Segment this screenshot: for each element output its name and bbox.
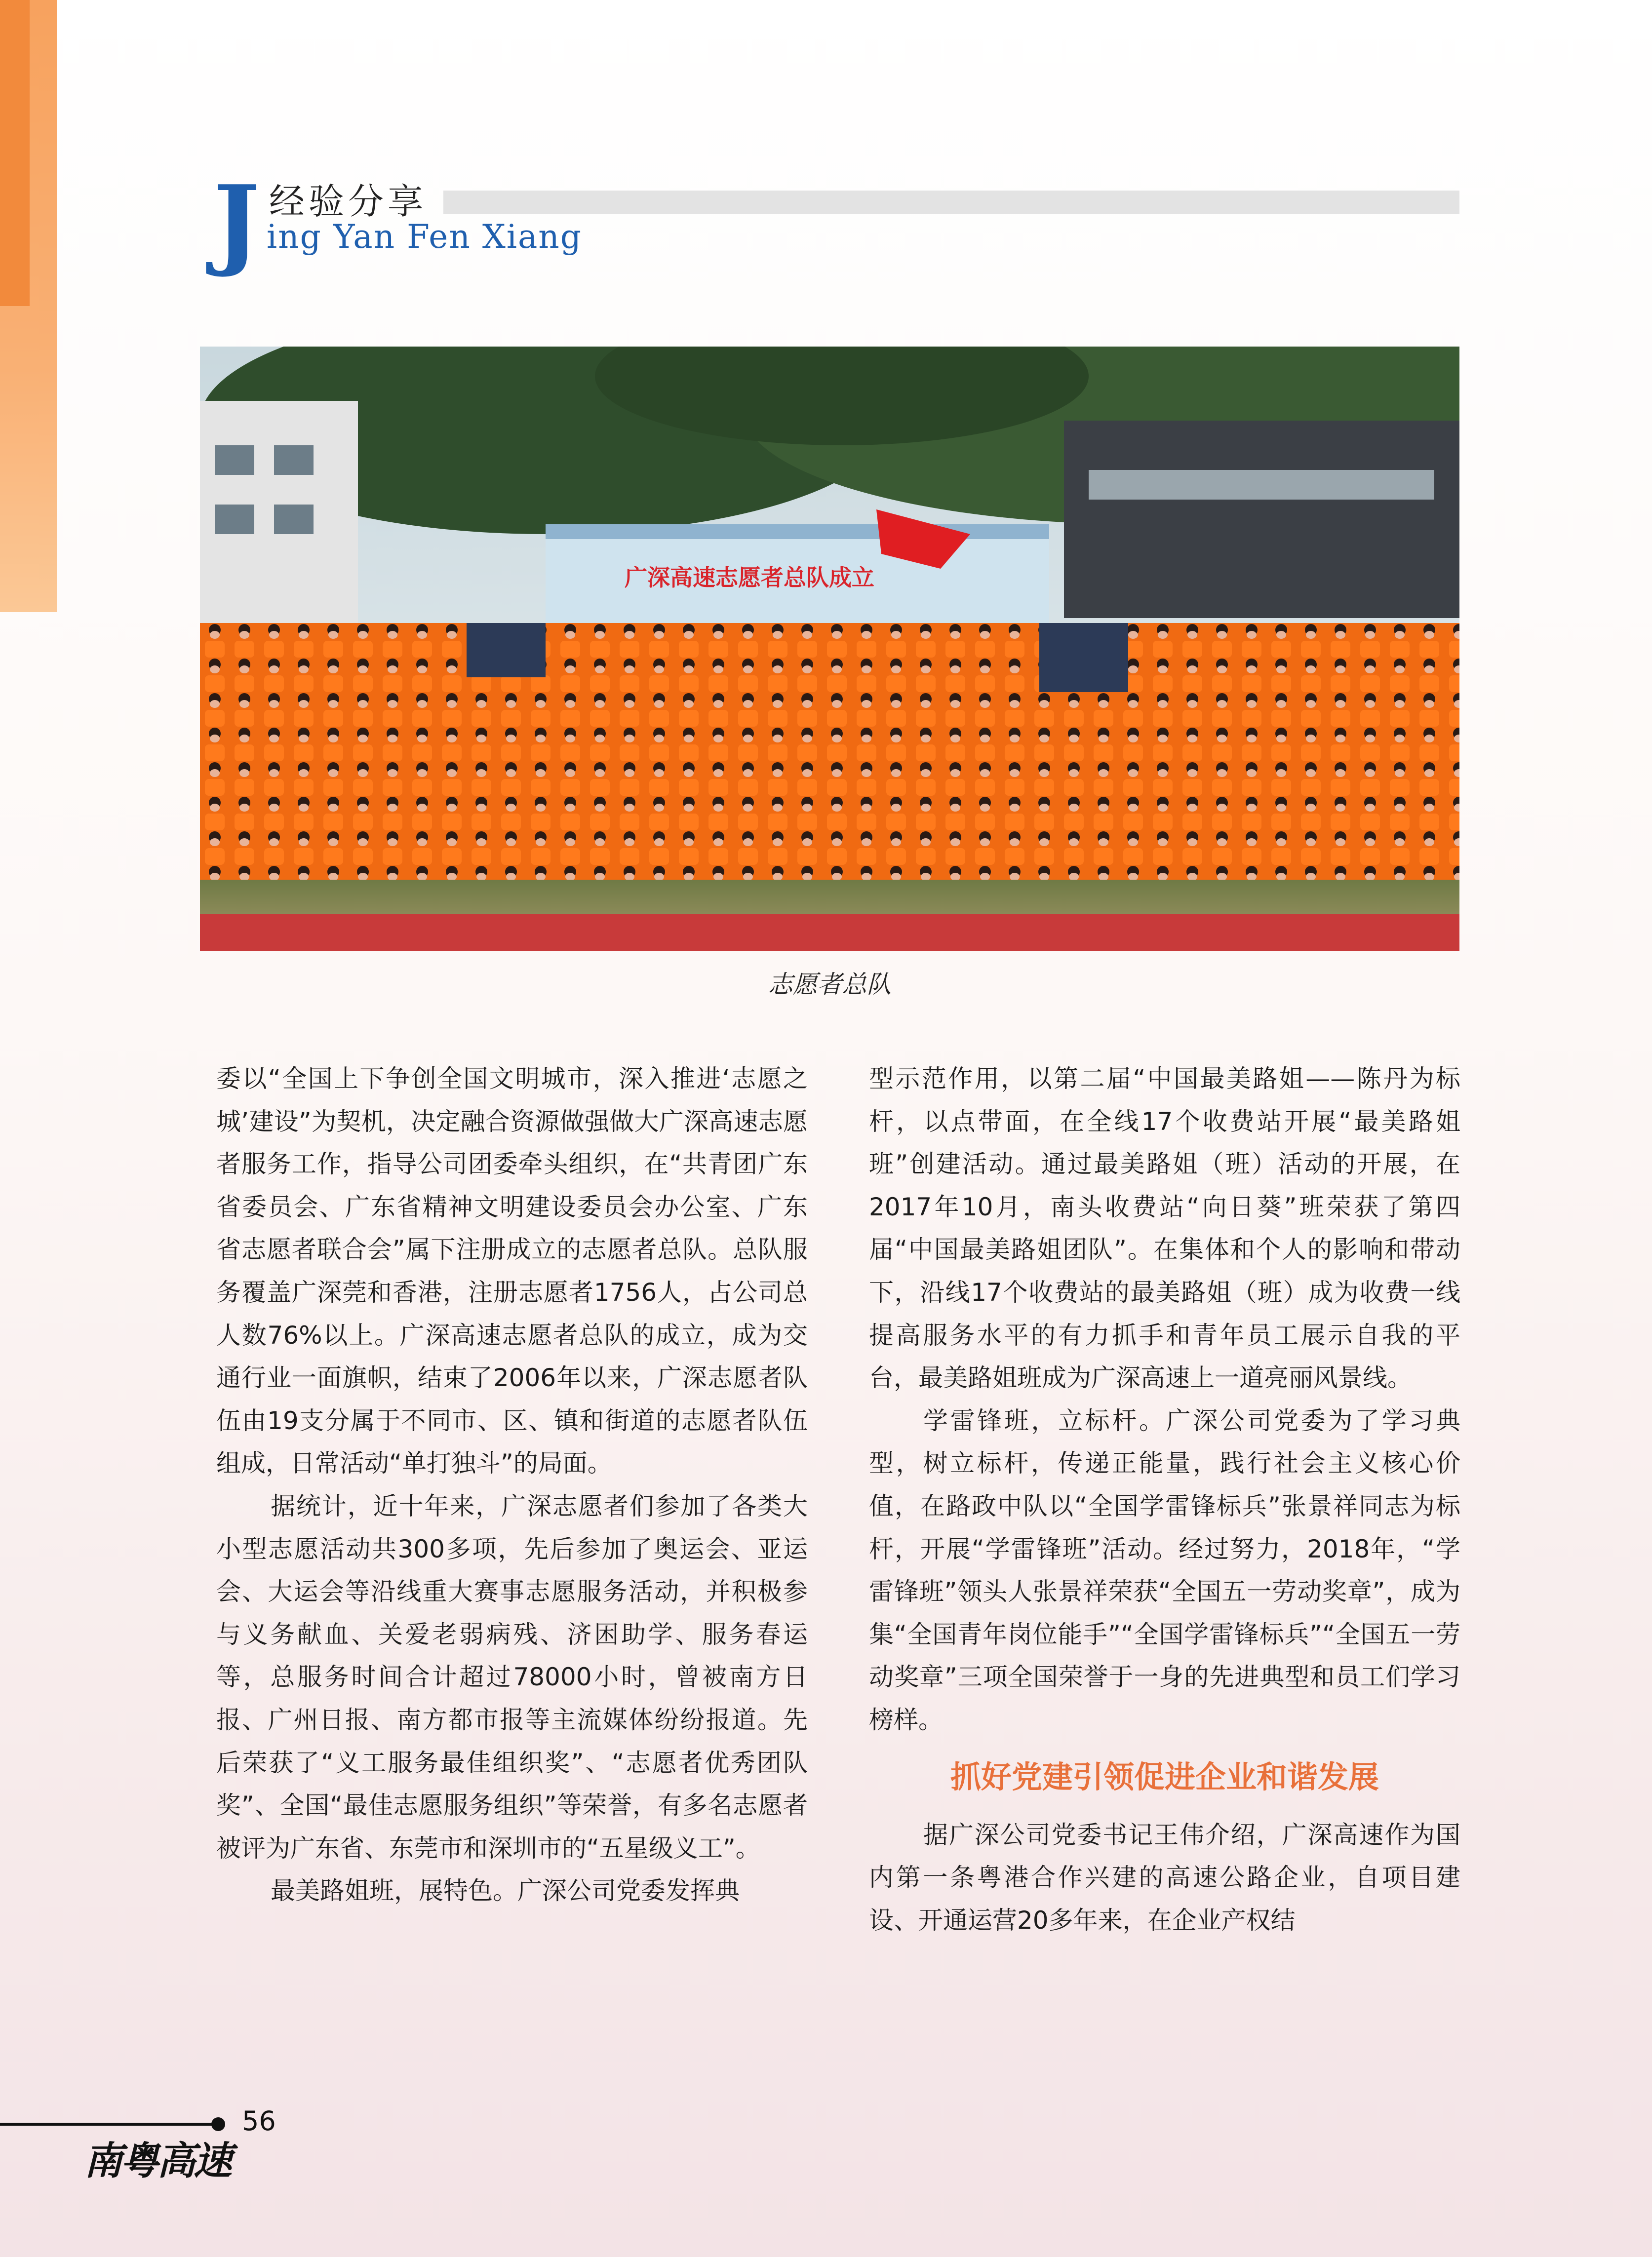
- corner-accent: [0, 0, 30, 306]
- section-title: 经验分享: [269, 181, 428, 222]
- group-photo-illustration: [200, 347, 1459, 951]
- paragraph: 委以“全国上下争创全国文明城市，深入推进‘志愿之城’建设”为契机，决定融合资源做强做大广深高速志愿者服务工作，指导公司团委牵头组织，在“共青团广东省委员会、广东省精神文明建设委员会办公室、广东省志愿者联合会”属下注册成立的志愿者总队。总队服务覆盖广深莞和香港，注册志愿者1756人，占公司总人数76%以上。广深高速志愿者总队的成立，成为交通行业一面旗帜，结束了2006年以来，广深志愿者队伍由19支分属于不同市、区、镇和街道的志愿者队伍组成，日常活动“单打独斗”的局面。: [216, 1064, 808, 1478]
- footer-rule: [0, 2123, 217, 2126]
- article-left-column: [216, 1057, 808, 1912]
- paragraph: 最美路姐班，展特色。广深公司党委发挥典: [271, 1876, 740, 1906]
- page-number: 56: [242, 2105, 276, 2137]
- paragraph: 据统计，近十年来，广深志愿者们参加了各类大小型志愿活动共300多项，先后参加了奥运会、亚运会、大运会等沿线重大赛事志愿服务活动，并积极参与义务献血、关爱老弱病残、济困助学、服务春运等，总服务时间合计超过78000小时，曾被南方日报、广州日报、南方都市报等主流媒体纷纷报道。先后荣获了“义工服务最佳组织奖”、“志愿者优秀团队奖”、全国“最佳志愿服务组织”等荣誉，有多名志愿者被评为广东省、东莞市和深圳市的“五星级义工”。: [216, 1491, 808, 1863]
- section-heading: 抓好党建引领促进企业和谐发展: [950, 1758, 1379, 1795]
- magazine-logo: 南粤高速: [84, 2139, 231, 2183]
- photo-caption: 志愿者总队: [768, 970, 892, 999]
- group-photo: [200, 347, 1459, 951]
- article-right-column: [869, 1057, 1460, 1942]
- paragraph: 据广深公司党委书记王伟介绍，广深高速作为国内第一条粤港合作兴建的高速公路企业，自项目建设、开通运营20多年来，在企业产权结: [869, 1820, 1460, 1935]
- section-pinyin: ing Yan Fen Xiang: [267, 218, 583, 256]
- paragraph: 型示范作用，以第二届“中国最美路姐——陈丹为标杆，以点带面，在全线17个收费站开展“最美路姐班”创建活动。通过最美路姐（班）活动的开展，在2017年10月，南头收费站“向日葵”班荣获了第四届“中国最美路姐团队”。在集体和个人的影响和带动下，沿线17个收费站的最美路姐（班）成为收费一线提高服务水平的有力抓手和青年员工展示自我的平台，最美路姐班成为广深高速上一道亮丽风景线。: [869, 1064, 1460, 1393]
- banner-text: 广深高速志愿者总队成立: [625, 564, 874, 591]
- header-rule: [443, 191, 1459, 214]
- footer-dot: [211, 2117, 225, 2131]
- paragraph: 学雷锋班，立标杆。广深公司党委为了学习典型，树立标杆，传递正能量，践行社会主义核心价值，在路政中队以“全国学雷锋标兵”张景祥同志为标杆，开展“学雷锋班”活动。经过努力，2018年，“学雷锋班”领头人张景祥荣获“全国五一劳动奖章”，成为集“全国青年岗位能手”“全国学雷锋标兵”“全国五一劳动奖章”三项全国荣誉于一身的先进典型和员工们学习榜样。: [869, 1406, 1460, 1734]
- section-initial: J: [213, 164, 260, 280]
